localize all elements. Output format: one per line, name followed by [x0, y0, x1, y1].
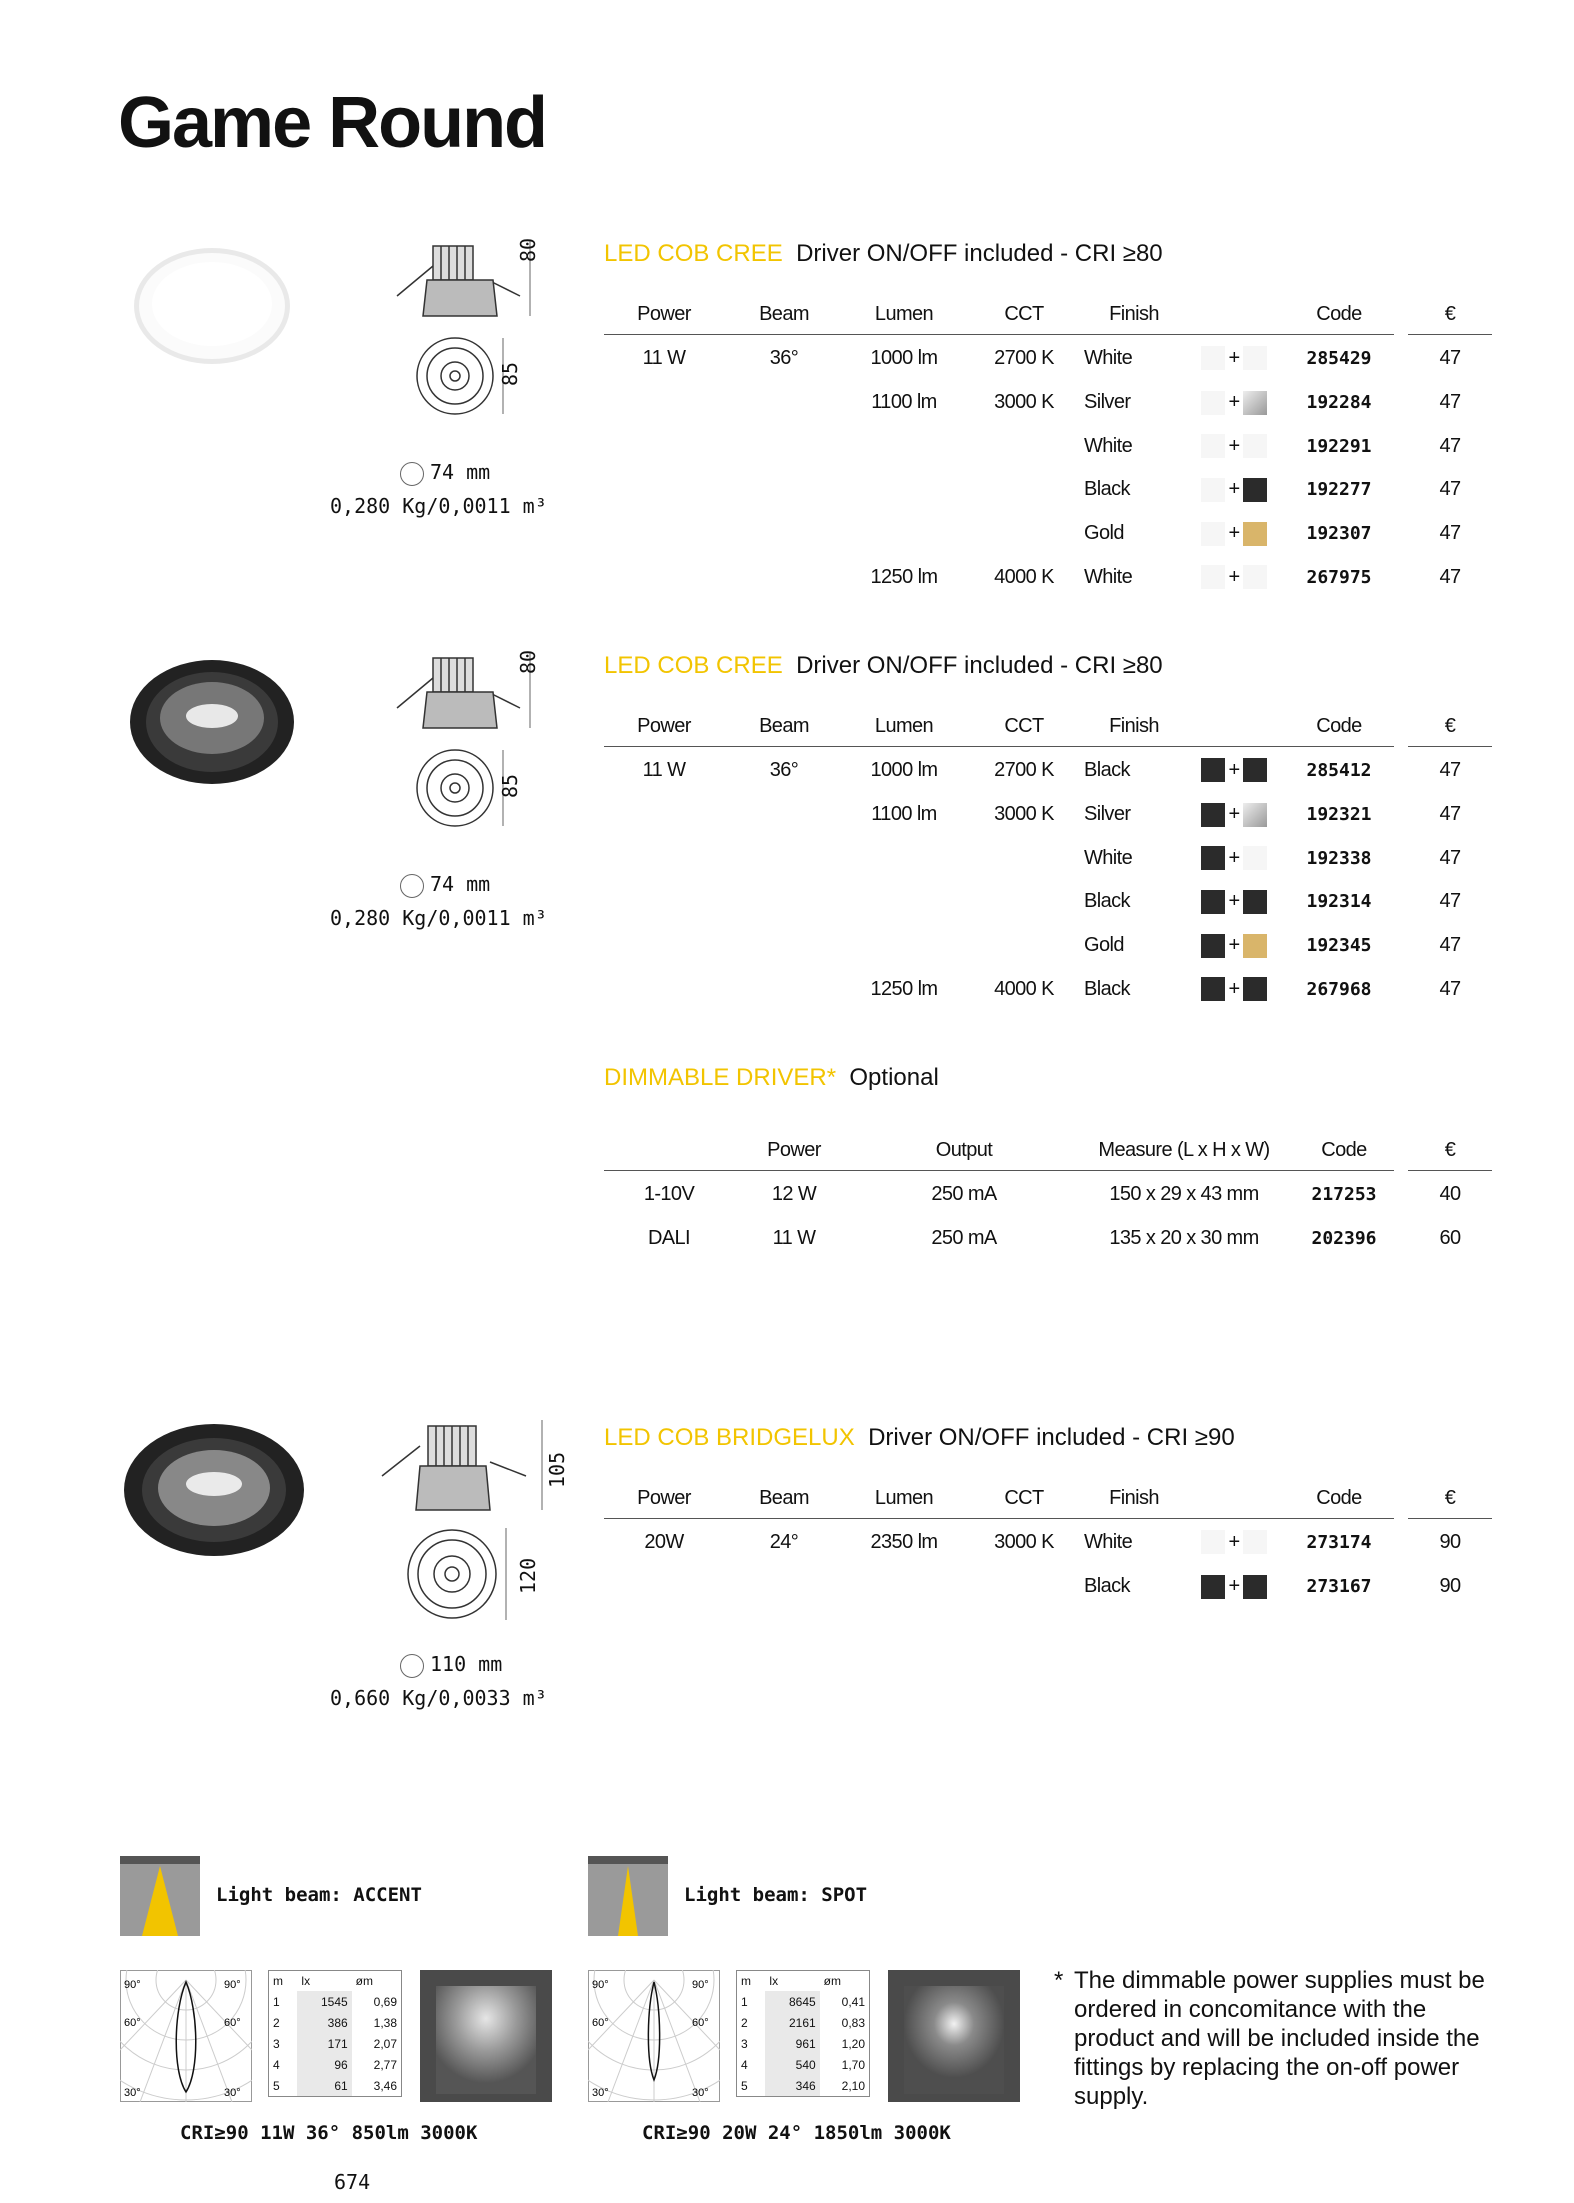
photometric-row: 4 540 1,70 [737, 2054, 870, 2075]
cell-price: 47 [1439, 846, 1461, 869]
cell-finish: Black [1084, 758, 1130, 781]
cell-code: 285412 [1306, 759, 1372, 781]
table-row [604, 381, 1492, 425]
col-lumen: Lumen [844, 294, 964, 335]
spec-table-2 [604, 706, 1492, 1011]
cell-beam [724, 880, 844, 924]
cell-code: 273174 [1306, 1531, 1372, 1553]
cell-finish: Silver [1084, 391, 1131, 414]
plus-icon: + [1228, 434, 1240, 457]
dim-height: 80 [516, 649, 540, 674]
finish-swatch [1243, 346, 1267, 370]
dim-diameter: 85 [498, 773, 522, 798]
dim-height: 80 [516, 237, 540, 262]
beam-spec: CRI≥90 20W 24° 1850lm 3000K [642, 2122, 951, 2144]
svg-text:90°: 90° [692, 1979, 709, 1991]
cell-price: 90 [1439, 1530, 1461, 1553]
tech-label: LED COB CREE [604, 240, 783, 267]
finish-swatch [1243, 565, 1267, 589]
table-row [604, 793, 1492, 837]
weight-volume: 0,280 Kg/0,0011 m³ [330, 494, 547, 518]
tech-desc: Driver ON/OFF included - CRI ≥80 [796, 240, 1163, 267]
cell-finish: White [1084, 434, 1133, 457]
cell-code: 267968 [1306, 978, 1372, 1000]
cell-power [604, 555, 724, 599]
dim-diameter: 120 [516, 1557, 540, 1594]
col-power: Power [604, 294, 724, 335]
finish-swatch [1243, 434, 1267, 458]
tech-label: LED COB BRIDGELUX [604, 1424, 855, 1451]
cell-lumen: 1100 lm [871, 391, 937, 414]
cell-price: 47 [1439, 934, 1461, 957]
col-price: € [1408, 1130, 1492, 1171]
beam-spot-icon [588, 1856, 668, 1936]
cell-finish: White [1084, 1530, 1133, 1553]
hole-size: 74 mm [400, 460, 490, 486]
cell-lumen [844, 837, 964, 881]
cell-beam [724, 425, 844, 469]
col-code: Code [1284, 1478, 1394, 1519]
cell-cct [964, 837, 1084, 881]
cell-beam: 24° [769, 1530, 799, 1553]
col-code: Code [1294, 1130, 1394, 1171]
cell-finish: White [1084, 565, 1133, 588]
cell-cct: 4000 K [994, 565, 1054, 588]
plus-icon: + [1228, 934, 1240, 957]
cell-cct: 3000 K [994, 1530, 1054, 1553]
table-row [604, 1565, 1492, 1609]
col-cct: CCT [964, 294, 1084, 335]
cell-price: 90 [1439, 1575, 1461, 1598]
col-lumen: Lumen [844, 1478, 964, 1519]
finish-swatch [1201, 1575, 1225, 1599]
cell-power [604, 837, 724, 881]
finish-swatch [1243, 803, 1267, 827]
hole-size: 110 mm [400, 1652, 502, 1678]
finish-swatch [1243, 1575, 1267, 1599]
finish-swatch [1243, 934, 1267, 958]
finish-swatch [1201, 565, 1225, 589]
col-power: Power [604, 706, 724, 747]
product-photo-black [120, 650, 310, 800]
cell-code: 192321 [1306, 804, 1372, 826]
svg-text:60°: 60° [224, 2017, 241, 2029]
cell-price: 47 [1439, 522, 1461, 545]
cell-power [604, 468, 724, 512]
photometric-table: m lx øm 1 1545 0,69 2 386 1,38 3 171 2,07 4 96 2,77 5 61 3,46 [268, 1970, 402, 2097]
cell-code: 267975 [1306, 566, 1372, 588]
finish-swatch [1201, 434, 1225, 458]
finish-swatch [1201, 478, 1225, 502]
cell-cct [964, 1565, 1084, 1609]
spec-table-3 [604, 1478, 1492, 1609]
beam-label: Light beam: SPOT [684, 1884, 868, 1906]
cell-code: 192291 [1306, 435, 1372, 457]
cell-code: 192314 [1306, 891, 1372, 913]
table-row [604, 425, 1492, 469]
cell-beam [724, 967, 844, 1011]
photometric-row: 2 386 1,38 [269, 2012, 402, 2033]
cell-cct: 3000 K [994, 803, 1054, 826]
table-row [604, 837, 1492, 881]
cell-finish: White [1084, 346, 1133, 369]
col-price: € [1408, 1478, 1492, 1519]
cell-code: 192284 [1306, 392, 1372, 414]
product-photo-black-large [118, 1418, 318, 1568]
cell-beam: 36° [769, 346, 799, 369]
finish-swatches [1184, 468, 1284, 512]
table-row [604, 747, 1492, 794]
section-heading [604, 652, 1163, 680]
cell-lumen: 1000 lm [870, 758, 938, 781]
finish-swatch [1243, 1530, 1267, 1554]
spec-table-1 [604, 294, 1492, 599]
page-title: Game Round [118, 83, 547, 163]
col-lumen: Lumen [844, 706, 964, 747]
cell-lumen [844, 512, 964, 556]
table-row [604, 335, 1492, 382]
plus-icon: + [1228, 758, 1240, 781]
cell-beam [724, 793, 844, 837]
table-row [604, 924, 1492, 968]
cell-cct [964, 880, 1084, 924]
finish-swatches [1184, 880, 1284, 924]
finish-swatch [1201, 934, 1225, 958]
finish-swatches [1184, 1519, 1284, 1566]
beam-render-image [420, 1970, 552, 2102]
cell-power [604, 793, 724, 837]
col-cct: CCT [964, 1478, 1084, 1519]
plus-icon: + [1228, 391, 1240, 414]
finish-swatch [1243, 977, 1267, 1001]
cell-finish: Silver [1084, 803, 1131, 826]
cell-lumen: 1250 lm [870, 565, 938, 588]
col-beam: Beam [724, 706, 844, 747]
cell-code: 192307 [1306, 523, 1372, 545]
col-measure: Measure (L x H x W) [1074, 1130, 1294, 1171]
col-power: Power [734, 1130, 854, 1171]
cell-lumen: 1000 lm [870, 346, 938, 369]
photometric-row: 3 961 1,20 [737, 2033, 870, 2054]
beam-spec: CRI≥90 11W 36° 850lm 3000K [180, 2122, 478, 2144]
cell-code: 192277 [1306, 479, 1372, 501]
finish-swatch [1201, 758, 1225, 782]
finish-swatch [1201, 522, 1225, 546]
tech-drawing-1 [385, 236, 555, 436]
plus-icon: + [1228, 846, 1240, 869]
svg-text:30°: 30° [692, 2087, 709, 2099]
finish-swatches [1184, 425, 1284, 469]
dim-height: 105 [545, 1451, 569, 1488]
cell-cct [964, 512, 1084, 556]
svg-text:90°: 90° [224, 1979, 241, 1991]
svg-text:90°: 90° [592, 1979, 609, 1991]
cell-beam [724, 837, 844, 881]
cell-price: 47 [1439, 977, 1461, 1000]
cell-lumen [844, 425, 964, 469]
finish-swatches [1184, 924, 1284, 968]
plus-icon: + [1228, 478, 1240, 501]
photometric-row: 3 171 2,07 [269, 2033, 402, 2054]
cell-price: 47 [1439, 890, 1461, 913]
cell-lumen: 1100 lm [871, 803, 937, 826]
cell-power [604, 512, 724, 556]
cell-finish: Gold [1084, 934, 1124, 957]
plus-icon: + [1228, 1530, 1240, 1553]
finish-swatches [1184, 967, 1284, 1011]
cell-cct [964, 924, 1084, 968]
cell-code: 285429 [1306, 347, 1372, 369]
cell-cct: 2700 K [994, 346, 1054, 369]
plus-icon: + [1228, 346, 1240, 369]
table-row [604, 468, 1492, 512]
plus-icon: + [1228, 803, 1240, 826]
svg-text:60°: 60° [124, 2017, 141, 2029]
cell-power [604, 381, 724, 425]
col-finish: Finish [1084, 706, 1184, 747]
weight-volume: 0,280 Kg/0,0011 m³ [330, 906, 547, 930]
photometric-row: 5 346 2,10 [737, 2075, 870, 2097]
col-output: Output [854, 1130, 1074, 1171]
cell-beam [724, 555, 844, 599]
photometric-row: 4 96 2,77 [269, 2054, 402, 2075]
finish-swatches [1184, 555, 1284, 599]
cell-finish: Gold [1084, 522, 1124, 545]
finish-swatch [1243, 890, 1267, 914]
cell-beam [724, 512, 844, 556]
svg-text:60°: 60° [692, 2017, 709, 2029]
tech-drawing-3 [370, 1418, 570, 1638]
table-row: 1-10V 12 W 250 mA 150 x 29 x 43 mm 217253 40 [643, 1182, 1461, 1205]
dimmable-table [604, 1130, 1492, 1261]
page-number: 674 [334, 2170, 371, 2194]
col-code: Code [1284, 294, 1394, 335]
dimmable-heading: DIMMABLE DRIVER* Optional [604, 1064, 939, 1091]
cell-lumen: 1250 lm [870, 977, 938, 1000]
product-photo-white [120, 236, 300, 386]
photometric-row: 5 61 3,46 [269, 2075, 402, 2097]
col-price: € [1408, 706, 1492, 747]
finish-swatches [1184, 381, 1284, 425]
cell-power [604, 924, 724, 968]
photometric-row: 1 1545 0,69 [269, 1991, 402, 2012]
col-price: € [1408, 294, 1492, 335]
finish-swatch [1201, 346, 1225, 370]
plus-icon: + [1228, 1575, 1240, 1598]
cell-beam [724, 381, 844, 425]
beam-accent-icon [120, 1856, 200, 1936]
cell-power [604, 425, 724, 469]
table-row [604, 967, 1492, 1011]
finish-swatch [1243, 846, 1267, 870]
table-row [604, 555, 1492, 599]
col-beam: Beam [724, 1478, 844, 1519]
tech-drawing-2 [385, 648, 555, 848]
cell-power [604, 880, 724, 924]
tech-desc: Driver ON/OFF included - CRI ≥80 [796, 652, 1163, 679]
cell-finish: White [1084, 846, 1133, 869]
cell-beam [724, 468, 844, 512]
cutout-icon [400, 462, 424, 486]
finish-swatch [1201, 803, 1225, 827]
svg-text:60°: 60° [592, 2017, 609, 2029]
cell-code: 192345 [1306, 935, 1372, 957]
polar-diagram [588, 1970, 720, 2102]
cell-cct [964, 468, 1084, 512]
weight-volume: 0,660 Kg/0,0033 m³ [330, 1686, 547, 1710]
cell-beam: 36° [769, 758, 799, 781]
cell-lumen [844, 880, 964, 924]
cell-price: 47 [1439, 758, 1461, 781]
photometric-row: 2 2161 0,83 [737, 2012, 870, 2033]
finish-swatch [1243, 522, 1267, 546]
tech-desc: Driver ON/OFF included - CRI ≥90 [868, 1424, 1235, 1451]
photometric-row: 1 8645 0,41 [737, 1991, 870, 2012]
table-row [604, 1519, 1492, 1566]
plus-icon: + [1228, 522, 1240, 545]
finish-swatches [1184, 747, 1284, 794]
svg-text:30°: 30° [592, 2087, 609, 2099]
footnote: * The dimmable power supplies must be ordered in concomitance with the product and will be included inside the fittings by replacing the on-off power supply. [1054, 1967, 1485, 2110]
section-heading [604, 240, 1163, 268]
finish-swatch [1243, 758, 1267, 782]
cell-cct: 4000 K [994, 977, 1054, 1000]
photometric-table: m lx øm 1 8645 0,41 2 2161 0,83 3 961 1,20 4 540 1,70 5 346 2,10 [736, 1970, 870, 2097]
cell-power [604, 1565, 724, 1609]
finish-swatch [1201, 977, 1225, 1001]
table-row [604, 512, 1492, 556]
section-heading [604, 1424, 1235, 1452]
cell-finish: Black [1084, 1575, 1130, 1598]
cell-power: 20W [644, 1530, 684, 1553]
cell-price: 47 [1439, 346, 1461, 369]
svg-text:30°: 30° [124, 2087, 141, 2099]
finish-swatch [1243, 478, 1267, 502]
cutout-icon [400, 874, 424, 898]
hole-size: 74 mm [400, 872, 490, 898]
cell-beam [724, 1565, 844, 1609]
finish-swatch [1201, 890, 1225, 914]
col-power: Power [604, 1478, 724, 1519]
finish-swatch [1201, 391, 1225, 415]
col-code: Code [1284, 706, 1394, 747]
cell-price: 47 [1439, 391, 1461, 414]
cell-price: 47 [1439, 803, 1461, 826]
col-beam: Beam [724, 294, 844, 335]
cell-power: 11 W [642, 758, 686, 781]
finish-swatch [1243, 391, 1267, 415]
table-row [604, 880, 1492, 924]
col-cct: CCT [964, 706, 1084, 747]
finish-swatches [1184, 335, 1284, 382]
cell-beam [724, 924, 844, 968]
tech-label: LED COB CREE [604, 652, 783, 679]
polar-diagram [120, 1970, 252, 2102]
svg-text:30°: 30° [224, 2087, 241, 2099]
cell-lumen [844, 468, 964, 512]
cell-price: 47 [1439, 478, 1461, 501]
finish-swatch [1201, 846, 1225, 870]
cell-code: 192338 [1306, 847, 1372, 869]
cell-cct: 2700 K [994, 758, 1054, 781]
cell-finish: Black [1084, 977, 1130, 1000]
cell-price: 47 [1439, 434, 1461, 457]
finish-swatches [1184, 837, 1284, 881]
cell-power [604, 967, 724, 1011]
finish-swatches [1184, 512, 1284, 556]
finish-swatches [1184, 1565, 1284, 1609]
cell-price: 47 [1439, 565, 1461, 588]
cell-lumen [844, 1565, 964, 1609]
col-finish: Finish [1084, 1478, 1184, 1519]
beam-label: Light beam: ACCENT [216, 1884, 422, 1906]
cell-code: 273167 [1306, 1576, 1372, 1598]
dim-diameter: 85 [498, 361, 522, 386]
cell-lumen: 2350 lm [870, 1530, 938, 1553]
plus-icon: + [1228, 565, 1240, 588]
cutout-icon [400, 1654, 424, 1678]
cell-cct: 3000 K [994, 391, 1054, 414]
cell-lumen [844, 924, 964, 968]
beam-render-image [888, 1970, 1020, 2102]
cell-finish: Black [1084, 478, 1130, 501]
finish-swatches [1184, 793, 1284, 837]
cell-finish: Black [1084, 890, 1130, 913]
plus-icon: + [1228, 977, 1240, 1000]
plus-icon: + [1228, 890, 1240, 913]
finish-swatch [1201, 1530, 1225, 1554]
col-finish: Finish [1084, 294, 1184, 335]
cell-cct [964, 425, 1084, 469]
svg-text:90°: 90° [124, 1979, 141, 1991]
cell-power: 11 W [642, 346, 686, 369]
table-row: DALI 11 W 250 mA 135 x 20 x 30 mm 202396 60 [647, 1227, 1461, 1250]
